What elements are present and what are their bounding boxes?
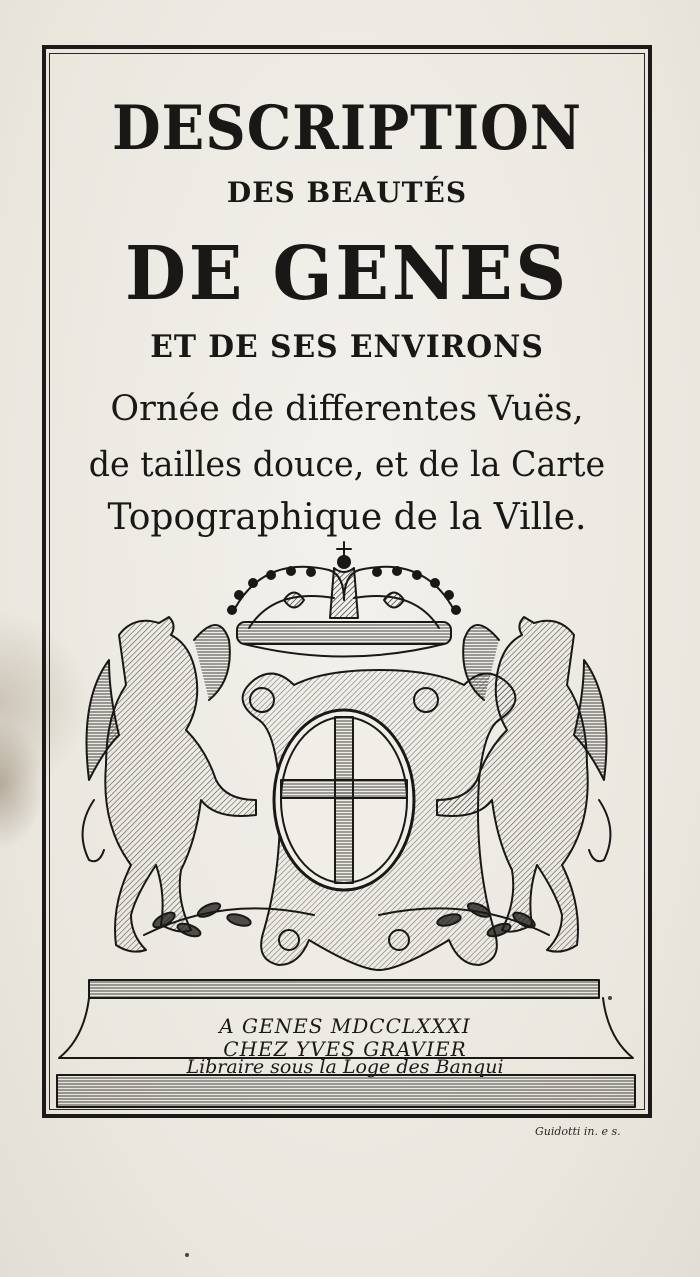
- title-line-des-beautes: DES BEAUTÉS: [226, 176, 468, 209]
- title-line-de-genes: DE GENES: [124, 231, 570, 317]
- subtitle-line-3: Topographique de la Ville.: [107, 497, 587, 538]
- subtitle-line-1: Ornée de differentes Vuës,: [110, 389, 584, 429]
- imprint-printer: CHEZ YVES GRAVIER: [223, 1037, 467, 1061]
- imprint-place-date: A GENES MDCCLXXXI: [219, 1014, 471, 1038]
- subtitle-line-2: de tailles douce, et de la Carte: [88, 445, 606, 485]
- engraver-signature: Guidotti in. e s.: [535, 1125, 621, 1138]
- imprint-address: Libraire sous la Loge des Banqui: [186, 1056, 504, 1078]
- title-line-environs: ET DE SES ENVIRONS: [150, 329, 544, 365]
- title-line-description: DESCRIPTION: [111, 93, 583, 164]
- paper-stain: [0, 720, 45, 850]
- ink-spot: [185, 1253, 189, 1257]
